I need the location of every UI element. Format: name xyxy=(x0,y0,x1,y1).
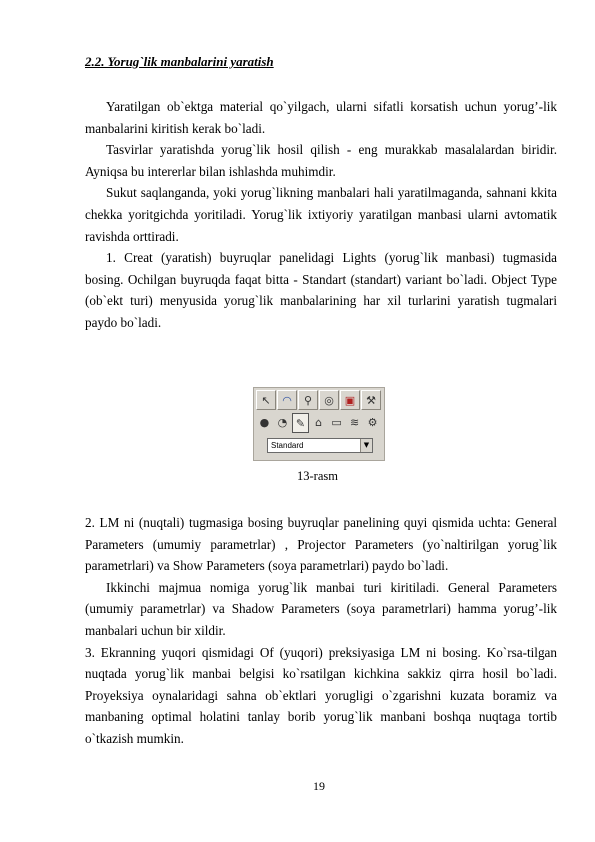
hierarchy-tab-icon: ⚲ xyxy=(298,390,318,410)
paragraph-text: Yaratilgan ob`ektga material qo`yilgach, ularni sifatli korsatish uchun yorug’-lik manbalarini kiritish kerak bo`ladi. xyxy=(85,99,557,136)
helpers-icon: ▭ xyxy=(331,416,342,429)
body-text-top xyxy=(85,96,557,334)
paragraph-text: 3. Ekranning yuqori qismidagi Of (yuqori) preksiyasiga LM ni bosing. Ko`rsa-tilgan nuqtada yorug`lik manbai belgisi ko`rsatilgan kichkina sakkiz qirra hosil bo`ladi. Proyeksiya oynalaridagi sahna ob`ektlari yorugligi o`zgarishni kuzata boramiz va manbaning optimal holatini tanlay borib yorug`lik manbani boshqa nuqtaga tortib o`tkazish mumkin. xyxy=(85,644,557,746)
utilities-tab-icon: ⚒ xyxy=(361,390,381,410)
create-tab-icon: ↖ xyxy=(256,390,276,410)
section-title: 2.2. Yorug`lik manbalarini yaratish xyxy=(85,54,274,69)
paragraph xyxy=(85,642,557,750)
paragraph-text: Ikkinchi majmua nomiga yorug`lik manbai turi kiritiladi. General Parameters (umumiy parametrlar) va Shadow Parameters (soya parametrlari) hamma yorug’-lik manbalari uchun bir xildir. xyxy=(85,579,557,638)
lights-icon: ✎ xyxy=(292,413,309,433)
systems-icon: ⚙ xyxy=(367,416,378,429)
space-warps-icon: ≋ xyxy=(349,416,360,429)
chevron-down-icon: ▼ xyxy=(360,439,372,452)
motion-tab-icon: ◎ xyxy=(319,390,339,410)
paragraph-text: Sukut saqlanganda, yoki yorug`likning manbalari hali yaratilmaganda, sahnani kkita chekka yoritgichda yoritiladi. Yorug`lik ixtiyoriy yaratilgan manbasi ularni avtomatik ravishda orttiradi. xyxy=(85,185,557,244)
paragraph-text: 1. Creat (yaratish) buyruqlar panelidagi Lights (yorug`lik manbasi) tugmasida bosing. Ochilgan buyruqda faqat bitta - Standart (standart) variant bo`ladi. Object Type (ob`ekt turi) menyusida yorug`lik manbalarining har xil turlarini yaratish tugmalari paydo bo`ladi. xyxy=(85,250,557,330)
shapes-icon: ◔ xyxy=(277,416,288,429)
figure-caption: 13-rasm xyxy=(297,469,338,483)
paragraph xyxy=(85,512,557,577)
lights-toolbar-figure xyxy=(253,387,385,461)
cameras-icon: ⌂ xyxy=(315,416,323,429)
light-type-dropdown xyxy=(267,438,373,453)
command-panel-tabs xyxy=(256,390,382,412)
paragraph-text: Tasvirlar yaratishda yorug`lik hosil qilish - eng murakkab masalalardan biridir. Ayniqsa bu intererlar bilan ishlashda muhimdir. xyxy=(85,142,557,179)
paragraph xyxy=(85,247,557,333)
paragraph xyxy=(85,182,557,247)
paragraph-text: 2. LM ni (nuqtali) tugmasiga bosing buyruqlar panelining quyi qismida uchta: General Parameters (umumiy parametrlar) , Projector Parameters (yo`naltirilgan yorug`lik parametrlari) va Show Parameters (soya parametrlari) paydo bo`ladi. xyxy=(85,515,557,574)
modify-tab-icon: ◠ xyxy=(277,390,297,410)
page-number: 19 xyxy=(313,779,325,793)
dropdown-value: Standard xyxy=(271,441,304,450)
paragraph xyxy=(85,577,557,642)
display-tab-icon: ▣ xyxy=(340,390,360,410)
body-text-bottom xyxy=(85,512,557,750)
object-category-buttons xyxy=(256,413,382,435)
paragraph xyxy=(85,96,557,139)
paragraph xyxy=(85,139,557,182)
geometry-icon: ● xyxy=(259,416,270,429)
